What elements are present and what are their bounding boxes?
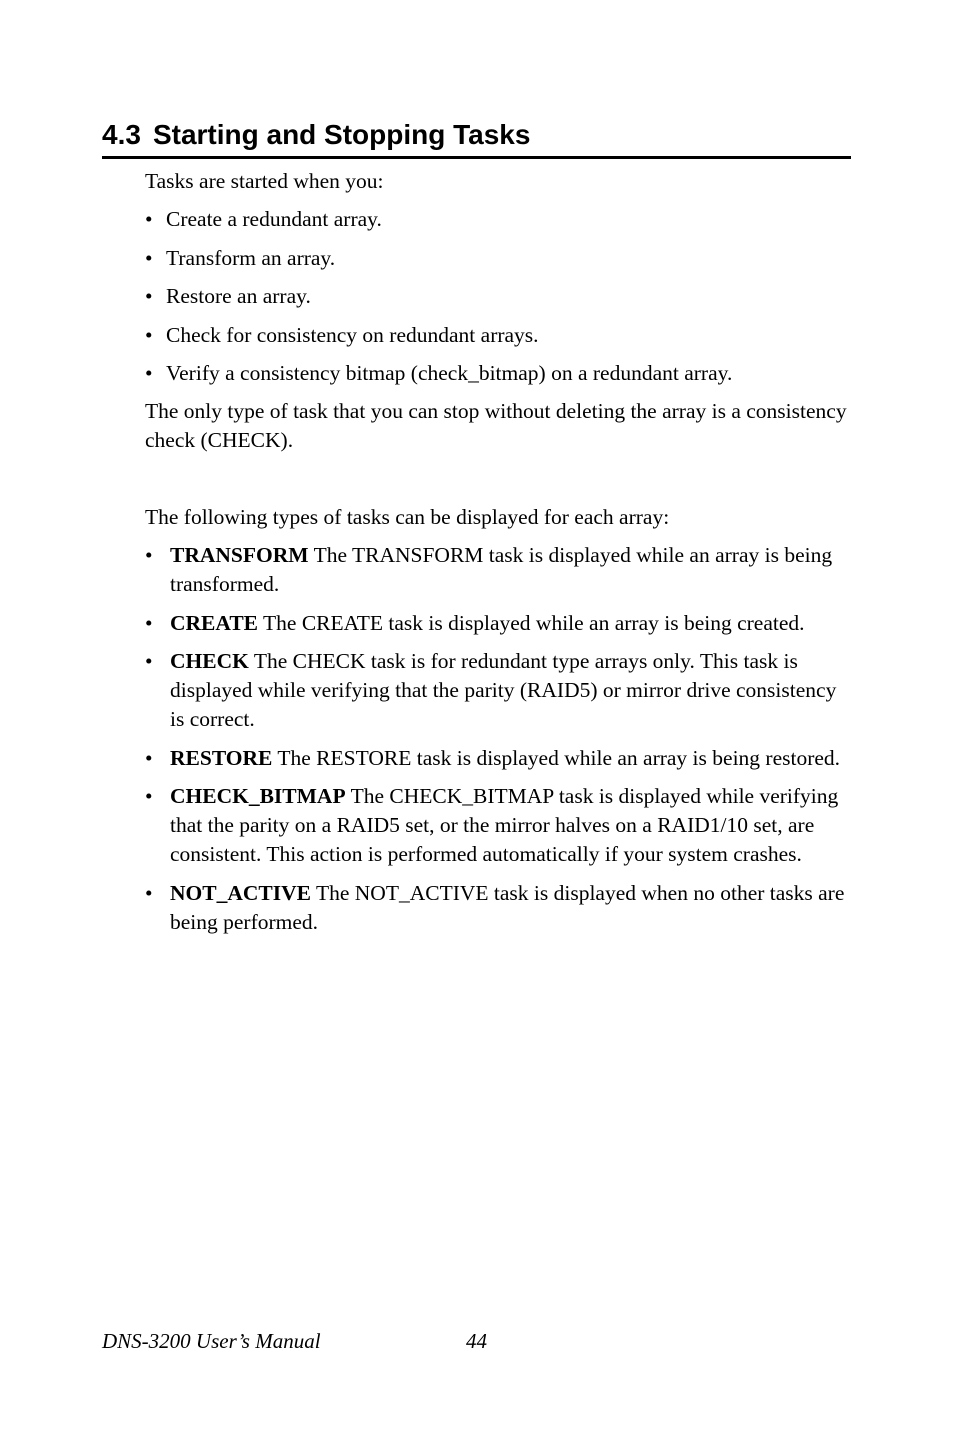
bullet-icon: • xyxy=(145,649,153,673)
task-term: CREATE xyxy=(170,610,259,635)
bullet-icon: • xyxy=(145,207,153,231)
task-description: The TRANSFORM task is displayed while an array is being transformed. xyxy=(170,543,833,596)
task-description: The CREATE task is displayed while an array is being created. xyxy=(263,610,805,635)
task-types-intro: The following types of tasks can be displayed for each array: xyxy=(145,505,670,529)
list-item-text: Restore an array. xyxy=(166,284,311,308)
task-term: RESTORE xyxy=(170,745,273,770)
bullet-icon: • xyxy=(145,322,153,347)
task-type-item xyxy=(145,609,853,638)
task-term: CHECK_BITMAP xyxy=(170,784,346,808)
task-term: NOT_ACTIVE xyxy=(170,880,311,905)
stop-note: The only type of task that you can stop without deleting the array is a consistency check (CHECK). xyxy=(145,399,847,452)
start-conditions-list xyxy=(145,205,853,398)
bullet-icon: • xyxy=(145,284,153,308)
section-title: Starting and Stopping Tasks xyxy=(152,118,531,150)
list-item xyxy=(145,359,853,388)
bullet-icon: • xyxy=(145,610,153,635)
list-item-text: Verify a consistency bitmap (check_bitmap) on a redundant array. xyxy=(166,361,733,385)
list-item xyxy=(145,321,853,350)
list-item xyxy=(145,282,853,311)
list-item-text: Transform an array. xyxy=(166,245,336,270)
footer-page-number: 44 xyxy=(466,1329,487,1353)
task-type-item xyxy=(145,879,853,937)
bullet-icon: • xyxy=(145,784,153,808)
task-description: The CHECK task is for redundant type arrays only. This task is displayed while verifying that the parity (RAID5) or mirror drive consistency is correct. xyxy=(170,649,837,731)
list-item xyxy=(145,244,853,273)
bullet-icon: • xyxy=(145,880,153,905)
task-term: CHECK xyxy=(170,649,249,673)
task-description: The CHECK_BITMAP task is displayed while verifying that the parity on a RAID5 set, or the mirror halves on a RAID1/10 set, are consistent. This action is performed automatically if your system crashes. xyxy=(170,784,839,866)
task-description: The RESTORE task is displayed while an array is being restored. xyxy=(277,745,841,770)
task-type-item xyxy=(145,744,853,773)
task-types-list xyxy=(145,541,853,946)
task-term: TRANSFORM xyxy=(170,543,309,567)
footer-manual-title: DNS-3200 User’s Manual xyxy=(102,1329,321,1353)
task-description: The NOT_ACTIVE task is displayed when no other tasks are being performed. xyxy=(170,880,845,934)
bullet-icon: • xyxy=(145,543,153,567)
start-intro: Tasks are started when you: xyxy=(145,169,384,193)
list-item-text: Create a redundant array. xyxy=(166,207,382,231)
list-item xyxy=(145,205,853,234)
bullet-icon: • xyxy=(145,361,153,385)
task-type-item xyxy=(145,647,853,734)
task-type-item xyxy=(145,541,853,599)
list-item-text: Check for consistency on redundant arrays. xyxy=(166,322,539,347)
bullet-icon: • xyxy=(145,245,153,270)
section-number: 4.3 xyxy=(102,118,141,150)
section-heading xyxy=(102,117,851,159)
task-type-item xyxy=(145,782,853,869)
bullet-icon: • xyxy=(145,745,153,770)
